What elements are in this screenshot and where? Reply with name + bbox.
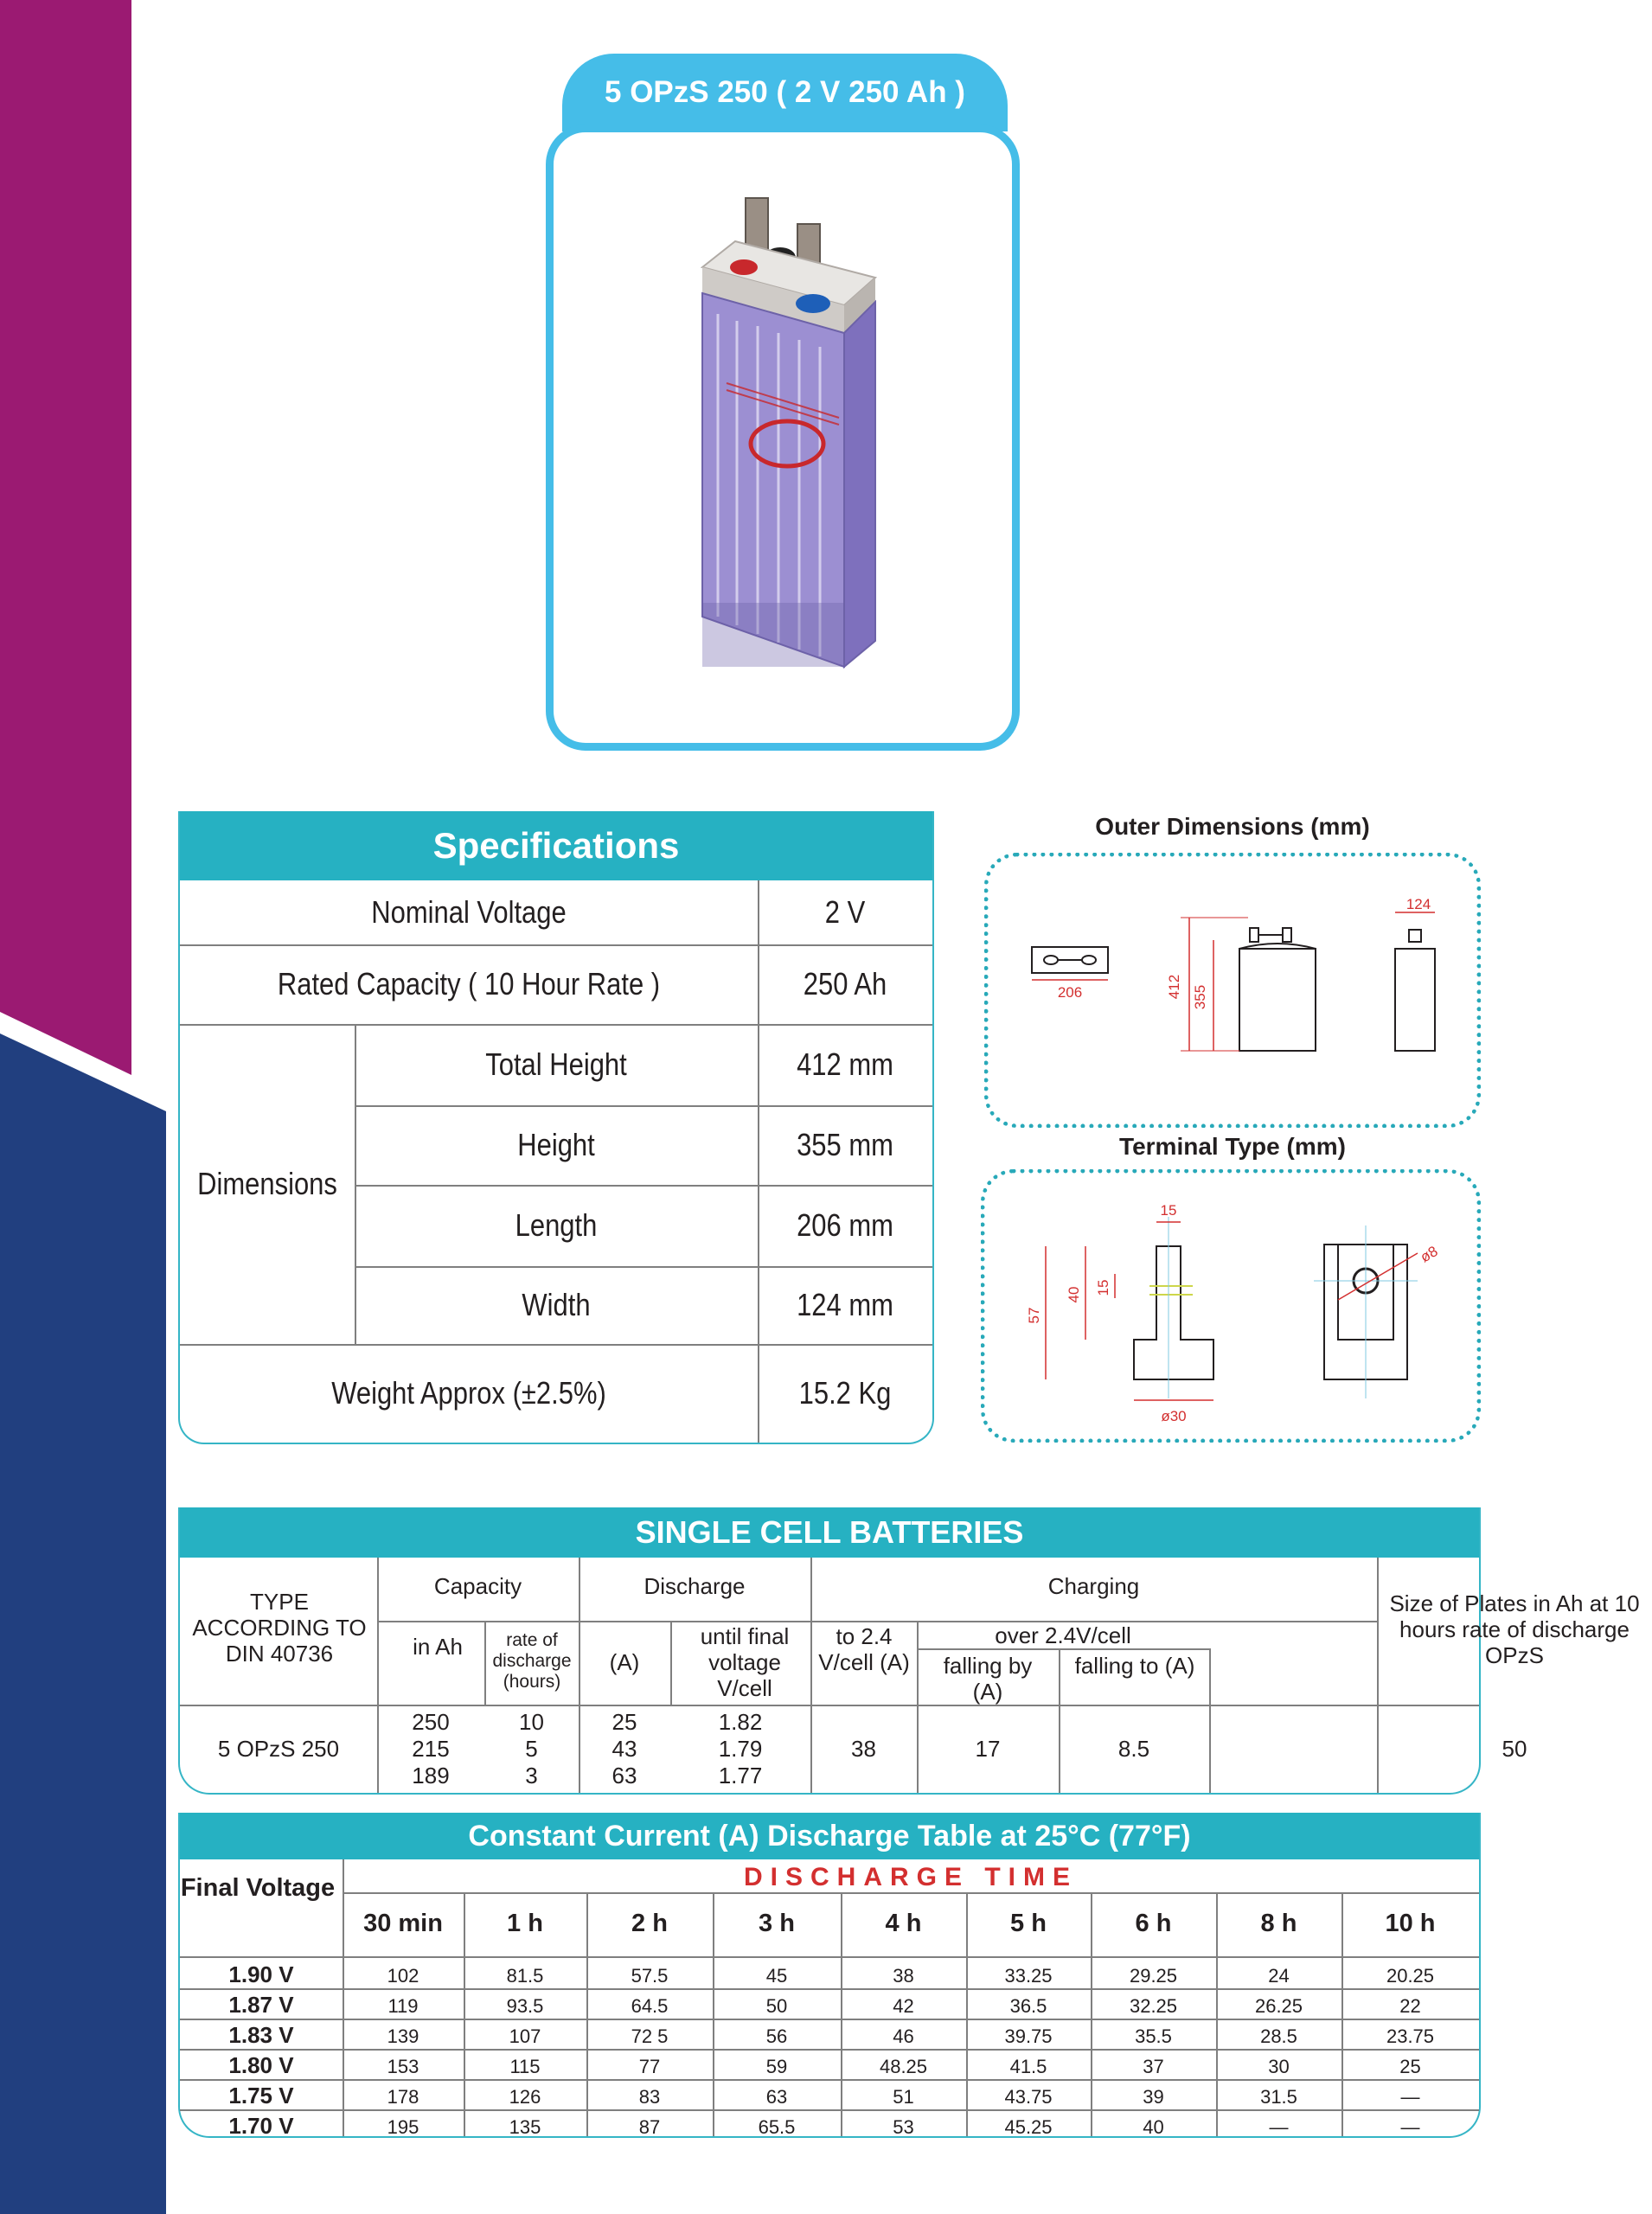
- discharge-value: 153: [387, 2056, 419, 2077]
- discharge-amps-2: 43: [611, 1736, 637, 1762]
- discharge-value: 57.5: [631, 1965, 669, 1987]
- discharge-table: [178, 1813, 1481, 2138]
- capacity-value-1: 250: [412, 1709, 450, 1735]
- discharge-value: 53: [893, 2116, 914, 2138]
- until-final-voltage-header: until final voltage V/cell: [700, 1623, 790, 1701]
- outer-dimensions-drawing: [989, 857, 1476, 1123]
- discharge-value: —: [1269, 2116, 1289, 2138]
- discharge-value: 22: [1399, 1995, 1421, 2017]
- left-decoration: [0, 0, 173, 2214]
- capacity-value-3: 189: [412, 1763, 450, 1788]
- discharge-time-7: 6 h: [1135, 1910, 1172, 1937]
- discharge-value: 24: [1268, 1965, 1290, 1987]
- nominal-voltage-label: Nominal Voltage: [371, 894, 567, 930]
- nominal-voltage-value: 2 V: [824, 894, 866, 930]
- width-label: Width: [522, 1287, 591, 1322]
- single-cell-heading: SINGLE CELL BATTERIES: [180, 1507, 1479, 1558]
- falling-by-value: 17: [975, 1736, 1001, 1762]
- terminal-base-dia-label: ø30: [1161, 1408, 1187, 1424]
- discharge-value: 59: [765, 2056, 788, 2077]
- width-value: 124 mm: [797, 1287, 893, 1322]
- charging-header: Charging: [1047, 1573, 1140, 1599]
- discharge-value: 20.25: [1386, 1965, 1435, 1987]
- discharge-time-header: DISCHARGE TIME: [743, 1863, 1078, 1891]
- single-cell-table: [178, 1507, 1640, 1795]
- discharge-value: 32.25: [1129, 1995, 1178, 2017]
- grid-line: [180, 2109, 1479, 2111]
- discharge-value: 39.75: [1004, 2025, 1053, 2047]
- final-voltage-header: Final Voltage: [180, 1874, 336, 1902]
- discharge-value: 35.5: [1135, 2025, 1172, 2047]
- discharge-value: 81.5: [506, 1965, 544, 1987]
- terminal-type-heading: Terminal Type (mm): [1119, 1133, 1346, 1160]
- capacity-header: Capacity: [433, 1573, 522, 1599]
- discharge-value: 36.5: [1009, 1995, 1047, 2017]
- discharge-value: 25: [1399, 2056, 1421, 2077]
- discharge-value: 39: [1143, 2086, 1164, 2108]
- terminal-type-drawing: [985, 1174, 1476, 1438]
- discharge-value: 45.25: [1004, 2116, 1053, 2138]
- falling-to-value: 8.5: [1117, 1736, 1150, 1762]
- length-label: Length: [515, 1207, 598, 1243]
- grid-line: [180, 1988, 1479, 1990]
- discharge-value: 139: [387, 2025, 419, 2047]
- discharge-value: 87: [638, 2116, 661, 2138]
- discharge-value: 41.5: [1009, 2056, 1047, 2077]
- discharge-value: 119: [387, 1995, 419, 2017]
- terminal-type-box: [981, 1169, 1481, 1443]
- battery-image: [554, 132, 1012, 743]
- final-voltage-row-4: 1.80 V: [228, 2052, 294, 2078]
- plates-value: 50: [1502, 1736, 1527, 1762]
- discharge-value: 38: [893, 1965, 914, 1987]
- to-2-4-value: 38: [851, 1736, 876, 1762]
- rate-of-discharge-header: rate of discharge (hours): [492, 1630, 572, 1692]
- grid-line: [180, 2019, 1479, 2020]
- specifications-table: [178, 811, 934, 1444]
- outer-length-label: 206: [1057, 984, 1083, 1001]
- discharge-value: —: [1400, 2116, 1420, 2138]
- terminal-top-width-label: 15: [1160, 1202, 1177, 1219]
- final-voltage-row-3: 1.83 V: [228, 2022, 294, 2048]
- discharge-value: 31.5: [1260, 2086, 1297, 2108]
- falling-by-header: falling by (A): [943, 1653, 1033, 1705]
- terminal-total-label: 57: [1026, 1307, 1042, 1324]
- discharge-value: 26.25: [1254, 1995, 1303, 2017]
- discharge-value: 115: [509, 2056, 541, 2077]
- type-header: TYPE ACCORDING TO DIN 40736: [192, 1589, 367, 1667]
- plates-header: Size of Plates in Ah at 10 hours rate of discharge OPzS: [1389, 1590, 1640, 1668]
- discharge-amps-header: (A): [609, 1649, 640, 1675]
- discharge-value: 77: [638, 2056, 661, 2077]
- discharge-value: 42: [893, 1995, 914, 2017]
- final-voltage-row-6: 1.70 V: [228, 2113, 294, 2139]
- final-voltage-row-1: 1.90 V: [228, 1961, 294, 1987]
- height-value: 355 mm: [797, 1127, 893, 1162]
- discharge-value: 50: [765, 1995, 788, 2017]
- discharge-value: 37: [1143, 2056, 1164, 2077]
- discharge-value: 46: [893, 2025, 914, 2047]
- final-voltage-row-5: 1.75 V: [228, 2083, 294, 2108]
- product-title: 5 OPzS 250 ( 2 V 250 Ah ): [562, 54, 1008, 131]
- specifications-heading: Specifications: [180, 811, 932, 880]
- discharge-value: 40: [1143, 2116, 1164, 2138]
- height-label: Height: [517, 1127, 595, 1162]
- discharge-time-6: 5 h: [1010, 1910, 1047, 1937]
- discharge-value: 43.75: [1004, 2086, 1053, 2108]
- discharge-value: 63: [765, 2086, 788, 2108]
- discharge-value: 135: [509, 2116, 541, 2138]
- terminal-hole-dia-label: ø8: [1417, 1243, 1441, 1266]
- discharge-value: 56: [765, 2025, 788, 2047]
- discharge-header: Discharge: [644, 1573, 746, 1599]
- outer-width-label: 124: [1405, 896, 1431, 912]
- discharge-value: 45: [765, 1965, 788, 1987]
- discharge-time-4: 3 h: [759, 1910, 795, 1937]
- product-photo-card: [546, 125, 1020, 751]
- over-2-4-header: over 2.4V/cell: [995, 1622, 1131, 1648]
- length-value: 206 mm: [797, 1207, 893, 1243]
- discharge-value: 107: [509, 2025, 541, 2047]
- final-voltage-1: 1.82: [718, 1709, 763, 1735]
- discharge-amps-1: 25: [611, 1709, 637, 1735]
- discharge-value: 28.5: [1260, 2025, 1297, 2047]
- discharge-value: 30: [1268, 2056, 1290, 2077]
- discharge-value: 65.5: [758, 2116, 796, 2138]
- falling-to-header: falling to (A): [1074, 1653, 1195, 1679]
- discharge-time-5: 4 h: [885, 1910, 922, 1937]
- final-voltage-3: 1.77: [718, 1763, 763, 1788]
- grid-line: [180, 1956, 1479, 1958]
- discharge-value: 64.5: [631, 1995, 669, 2017]
- grid-line: [343, 1892, 1479, 1894]
- discharge-value: 48.25: [879, 2056, 928, 2077]
- to-2-4-header: to 2.4 V/cell (A): [818, 1623, 910, 1675]
- terminal-stem-label: 40: [1066, 1286, 1082, 1303]
- final-voltage-row-2: 1.87 V: [228, 1992, 294, 2018]
- in-ah-header: in Ah: [413, 1634, 463, 1660]
- rated-capacity-value: 250 Ah: [803, 966, 887, 1001]
- discharge-value: 33.25: [1004, 1965, 1053, 1987]
- discharge-time-9: 10 h: [1385, 1910, 1436, 1937]
- final-voltage-2: 1.79: [718, 1736, 763, 1762]
- total-height-label: Total Height: [485, 1046, 627, 1082]
- discharge-time-1: 30 min: [363, 1910, 443, 1937]
- grid-line: [180, 2079, 1479, 2081]
- rate-value-3: 3: [525, 1763, 538, 1788]
- grid-line: [180, 2049, 1479, 2051]
- discharge-value: 126: [509, 2086, 541, 2108]
- dimensions-label: Dimensions: [197, 1166, 337, 1201]
- capacity-value-2: 215: [412, 1736, 450, 1762]
- discharge-value: 178: [387, 2086, 419, 2108]
- discharge-value: 83: [638, 2086, 661, 2108]
- outer-total-height-label: 412: [1166, 974, 1182, 1000]
- discharge-time-3: 2 h: [631, 1910, 668, 1937]
- discharge-value: 72 5: [631, 2025, 669, 2047]
- discharge-amps-3: 63: [611, 1763, 637, 1788]
- rated-capacity-label: Rated Capacity ( 10 Hour Rate ): [277, 966, 661, 1001]
- outer-dimensions-heading: Outer Dimensions (mm): [1095, 813, 1370, 840]
- discharge-value: 51: [893, 2086, 914, 2108]
- type-value: 5 OPzS 250: [217, 1736, 340, 1762]
- rate-value-1: 10: [519, 1709, 544, 1735]
- discharge-table-heading: Constant Current (A) Discharge Table at 25°C (77°F): [180, 1813, 1479, 1859]
- weight-value: 15.2 Kg: [798, 1375, 892, 1411]
- discharge-time-2: 1 h: [507, 1910, 543, 1937]
- discharge-value: 93.5: [506, 1995, 544, 2017]
- discharge-value: 23.75: [1386, 2025, 1435, 2047]
- terminal-slot-label: 15: [1095, 1279, 1111, 1296]
- weight-label: Weight Approx (±2.5%): [331, 1375, 606, 1411]
- discharge-value: 29.25: [1129, 1965, 1178, 1987]
- discharge-value: —: [1400, 2086, 1420, 2108]
- discharge-value: 102: [387, 1965, 419, 1987]
- discharge-value: 195: [387, 2116, 419, 2138]
- outer-height-label: 355: [1192, 984, 1208, 1010]
- total-height-value: 412 mm: [797, 1046, 893, 1082]
- outer-dimensions-box: [984, 853, 1481, 1128]
- rate-value-2: 5: [525, 1736, 538, 1762]
- discharge-time-8: 8 h: [1260, 1910, 1297, 1937]
